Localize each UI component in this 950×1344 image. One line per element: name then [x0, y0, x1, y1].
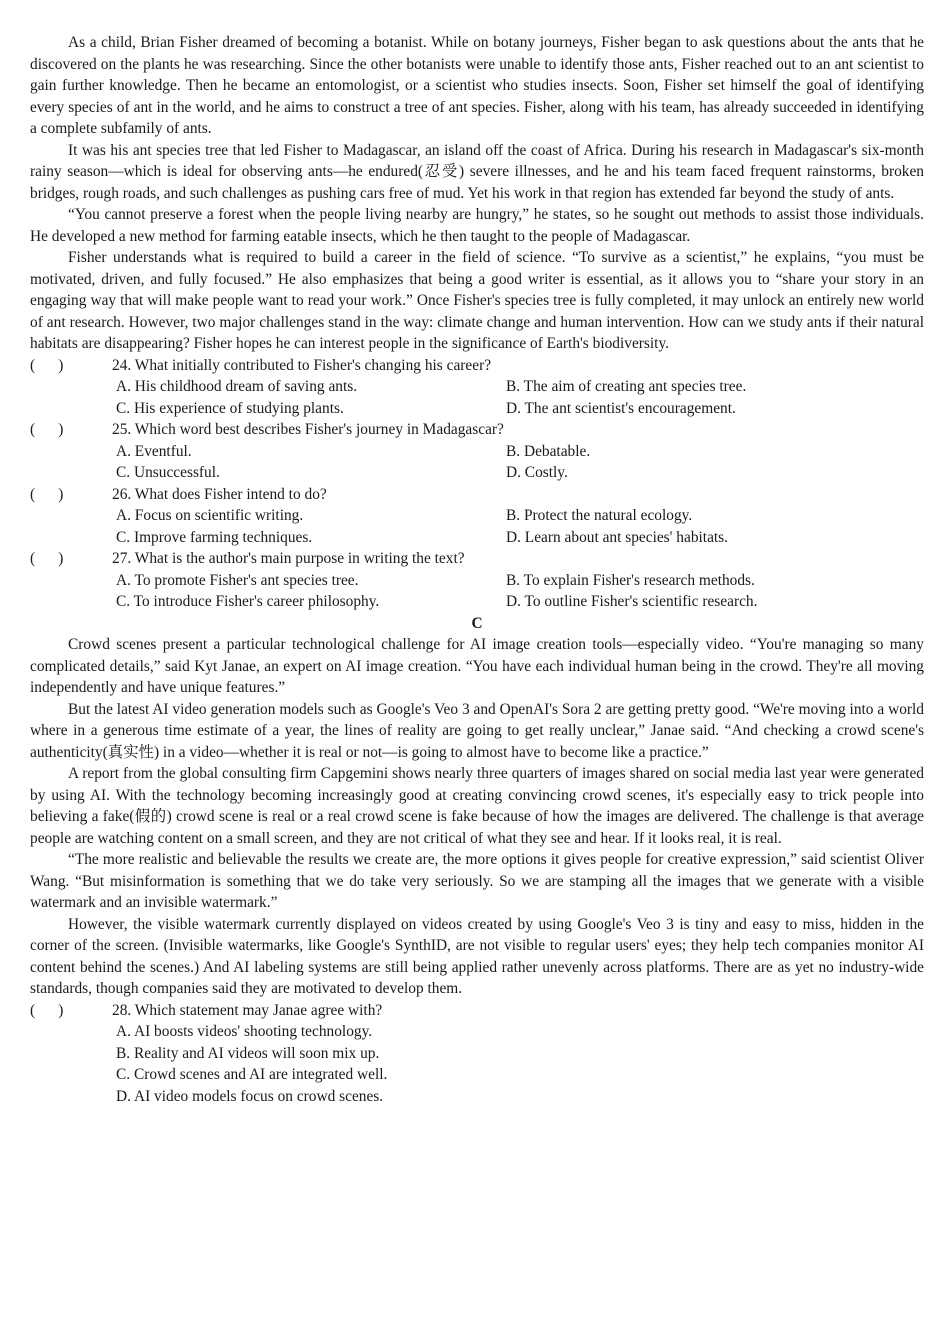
option-b: B. Protect the natural ecology.	[506, 507, 693, 524]
exam-page	[30, 34, 924, 1107]
question-stem: 26. What does Fisher intend to do?	[112, 485, 327, 503]
question-stem: 25. Which word best describes Fisher's journey in Madagascar?	[112, 421, 504, 438]
paragraph: However, the visible watermark currently displayed on videos created by using Google's Veo 3 is tiny and easy to miss, hidden in the corner of the screen. (Invisible watermarks, like Google's SynthID, are not visible to regular users' eyes; they help tech companies monitor AI content behind the scenes.) And AI labeling systems are still being applied rather unevenly across platforms. There are as yet no industry-wide standards, though companies said they are motivated to develop them.	[30, 915, 924, 997]
paragraph: “The more realistic and believable the results we create are, the more options it gives people for creative expression,” said scientist Oliver Wang. “But misinformation is something that we do take very seriously. So we are stamping all the images that we generate with a visible watermark and an invisible watermark.”	[30, 851, 924, 911]
option-a: A. His childhood dream of saving ants.	[116, 378, 358, 395]
option-d: D. The ant scientist's encouragement.	[506, 399, 736, 417]
option-c: C. Improve farming techniques.	[116, 528, 313, 546]
answer-blank[interactable]: ( )	[30, 1001, 64, 1019]
section-label: C	[471, 614, 483, 632]
answer-blank[interactable]: ( )	[30, 485, 64, 503]
paragraph: As a child, Brian Fisher dreamed of becoming a botanist. While on botany journeys, Fisher began to ask questions about the ants that he discovered on the plants he was researching. Since the other botanists were unable to identify those ants, Fisher reached out to an ant scientist to gain further knowledge. Then he became an entomologist, or a scientist who studies insects. Soon, Fisher set himself the goal of identifying every species of ant in the world, and he aims to construct a tree of ant species. Fisher, along with his team, has already succeeded in identifying a complete subfamily of ants.	[30, 34, 924, 137]
question-25	[30, 419, 924, 484]
passage-c	[30, 634, 924, 1000]
paragraph: Fisher understands what is required to build a career in the field of science. “To survive as a scientist,” he explains, “you must be motivated, driven, and fully focused.” He also emphasizes that being a good writer is essential, as it allows you to “share your story in an engaging way that will make people want to read your work.” Once Fisher's species tree is fully completed, it may unlock an entirely new world of ant research. However, two major challenges stand in the way: climate change and human intervention. How can we study ants if their natural habitats are disappearing? Fisher hopes he can interest people in the significance of Earth's biodiversity.	[30, 249, 924, 352]
option-b: B. Reality and AI videos will soon mix up.	[116, 1044, 380, 1062]
answer-blank[interactable]: ( )	[30, 550, 64, 567]
question-28	[30, 1000, 924, 1108]
question-stem: 24. What initially contributed to Fisher's changing his career?	[112, 356, 492, 374]
question-stem: 27. What is the author's main purpose in writing the text?	[112, 550, 465, 567]
option-c: C. Unsuccessful.	[116, 464, 220, 481]
question-24	[30, 355, 924, 420]
paragraph: “You cannot preserve a forest when the people living nearby are hungry,” he states, so he sought out methods to assist those individuals. He developed a new method for farming eatable insects, which he then taught to the people of Madagascar.	[30, 206, 924, 245]
answer-blank[interactable]: ( )	[30, 356, 64, 374]
option-a: A. Eventful.	[116, 442, 192, 460]
option-d: D. Learn about ant species' habitats.	[506, 528, 729, 546]
option-c: C. To introduce Fisher's career philosophy.	[116, 593, 380, 610]
option-b: B. The aim of creating ant species tree.	[506, 378, 747, 395]
passage-b	[30, 32, 924, 355]
option-a: A. Focus on scientific writing.	[116, 507, 304, 524]
question-27	[30, 548, 924, 613]
option-c: C. His experience of studying plants.	[116, 399, 344, 417]
option-a: A. To promote Fisher's ant species tree.	[116, 571, 359, 589]
option-d: D. AI video models focus on crowd scenes.	[116, 1087, 384, 1105]
question-26	[30, 484, 924, 549]
option-c: C. Crowd scenes and AI are integrated well.	[116, 1066, 388, 1083]
answer-blank[interactable]: ( )	[30, 421, 64, 438]
option-a: A. AI boosts videos' shooting technology.	[116, 1023, 373, 1040]
paragraph: It was his ant species tree that led Fisher to Madagascar, an island off the coast of Africa. During his research in Madagascar's six-month rainy season—which is ideal for observing ants—he endured(忍受) severe illnesses, and he and his team faced frequent rainstorms, broken bridges, rough roads, and such challenges as pushing cars free of mud. Yet his work in that region has extended far beyond the study of ants.	[30, 141, 924, 202]
option-b: B. To explain Fisher's research methods.	[506, 571, 755, 589]
question-stem: 28. Which statement may Janae agree with?	[112, 1001, 383, 1019]
option-d: D. To outline Fisher's scientific research.	[506, 593, 758, 610]
option-d: D. Costly.	[506, 464, 568, 481]
option-b: B. Debatable.	[506, 442, 591, 460]
paragraph: Crowd scenes present a particular technological challenge for AI image creation tools—especially video. “You're managing so many complicated details,” said Kyt Janae, an expert on AI image creation. “You have each individual human being in the crowd. They're all moving independently and have unique features.”	[30, 636, 924, 696]
paragraph: But the latest AI video generation models such as Google's Veo 3 and OpenAI's Sora 2 are getting pretty good. “We're moving into a world where in a generous time estimate of a year, the lines of reality are going to get really unclear,” Janae said. “And checking a crowd scene's authenticity(真实性) in a video—whether it is real or not—is going to almost have to become like a practice.”	[30, 700, 924, 761]
paragraph: A report from the global consulting firm Capgemini shows nearly three quarters of images shared on social media last year were generated by using AI. With the technology becoming increasingly good at creating convincing crowd scenes, it's especially easy to trick people into believing a fake(假的) crowd scene is real or a real crowd scene is fake because of how the images are delivered. The challenge is that average people are watching content on a small screen, and they are not critical of what they see and hear. If it looks real, it is real.	[30, 765, 924, 847]
